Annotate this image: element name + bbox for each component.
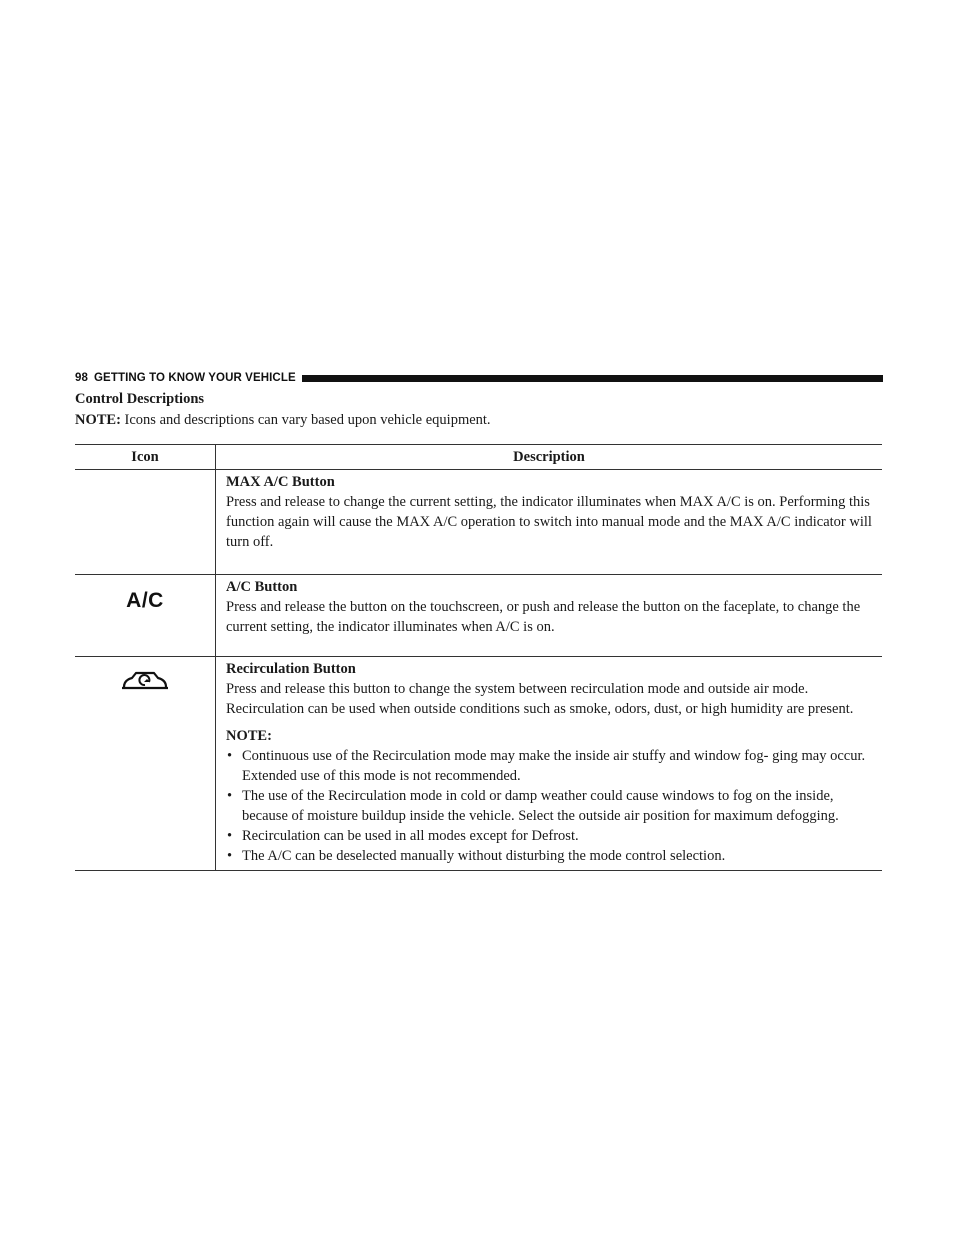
table-row-recirculation — [75, 657, 882, 871]
row-title: A/C Button — [226, 579, 298, 595]
recirculation-note-label: NOTE: — [226, 728, 272, 744]
page-number: 98 — [75, 372, 88, 384]
row-title: MAX A/C Button — [226, 474, 335, 490]
list-item: • Recirculation can be used in all modes except for Defrost. — [227, 828, 579, 844]
ac-description-cell — [216, 575, 883, 657]
recirculation-icon — [120, 669, 170, 701]
section-title: Control Descriptions — [75, 391, 205, 407]
running-header — [75, 370, 883, 386]
list-item: • The use of the Recirculation mode in cold or damp weather could cause windows to fog on the inside, because of moisture buildup inside the vehicle. Select the outside air position for maximum defogging. — [227, 788, 839, 824]
recirculation-icon-cell — [75, 657, 216, 871]
description-column-header: Description — [216, 445, 883, 470]
ac-icon-cell — [75, 575, 216, 657]
max-ac-icon-cell — [75, 470, 216, 575]
row-title: Recirculation Button — [226, 661, 356, 677]
note-label: NOTE: — [75, 412, 121, 428]
row-description: Press and release the button on the touchscreen, or push and release the button on the faceplate, to change the current setting, the indicator illuminates when A/C is on. — [226, 599, 861, 635]
icon-column-header: Icon — [75, 445, 216, 470]
recirculation-note-list — [226, 746, 882, 866]
equipment-note — [75, 412, 491, 429]
list-item: • The A/C can be deselected manually without disturbing the mode control selection. — [227, 848, 726, 864]
header-rule — [302, 375, 883, 382]
row-description: Press and release to change the current setting, the indicator illuminates when MAX A/C is on. Performing this function again will cause the MAX A/C operation to switch into manual mode and the MAX A/C indicator will turn off. — [226, 494, 872, 550]
recirculation-description-cell — [216, 657, 883, 871]
row-description: Press and release this button to change the system between recirculation mode and outside air mode. Recirculation can be used when outside conditions such as smoke, odors, dust, or high humidity are present. — [226, 681, 854, 717]
table-row-max-ac — [75, 470, 882, 575]
table-header-row — [75, 445, 882, 470]
max-ac-description-cell — [216, 470, 883, 575]
control-descriptions-table — [75, 444, 882, 871]
note-text: Icons and descriptions can vary based upon vehicle equipment. — [120, 412, 491, 428]
ac-icon: A/C — [126, 589, 164, 612]
list-item: • Continuous use of the Recirculation mode may make the inside air stuffy and window fog- ging may occur. Extended use of this mode is not recommended. — [227, 748, 866, 784]
running-title: GETTING TO KNOW YOUR VEHICLE — [94, 372, 296, 384]
table-row-ac — [75, 575, 882, 657]
